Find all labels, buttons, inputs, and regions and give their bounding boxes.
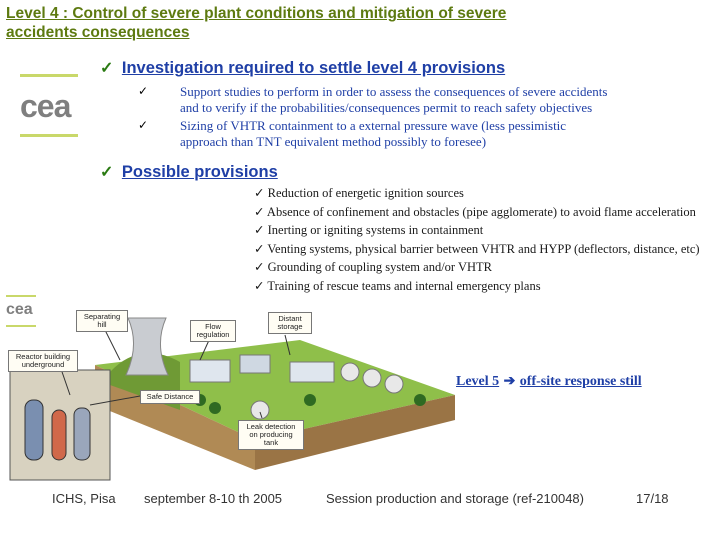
check-icon: ✓ <box>100 60 114 77</box>
section1-list <box>138 84 718 150</box>
check-icon: ✓ <box>254 241 265 256</box>
check-icon: ✓ <box>138 84 149 98</box>
check-icon: ✓ <box>254 204 265 219</box>
list-item <box>254 184 700 203</box>
arrow-right-icon: ➔ <box>503 374 516 389</box>
tree <box>304 394 316 406</box>
section2-heading-row <box>100 162 278 182</box>
reactor-vessel-2 <box>52 410 66 460</box>
check-icon: ✓ <box>138 118 149 132</box>
list-item <box>254 203 700 222</box>
callout-leak-detection: Leak detection on producing tank <box>238 420 304 450</box>
storage-tank <box>385 375 403 393</box>
storage-tank <box>341 363 359 381</box>
list-item <box>138 118 718 150</box>
level5-note <box>456 372 642 390</box>
storage-tank <box>251 401 269 419</box>
list-item <box>138 84 718 116</box>
logo-bar-top <box>6 295 36 297</box>
check-icon: ✓ <box>100 164 114 181</box>
list-item-text: Training of rescue teams and internal emergency plans <box>267 278 541 293</box>
section1-heading: Investigation required to settle level 4 provisions <box>121 59 506 77</box>
logo-bar-top <box>20 74 78 77</box>
section2-heading: Possible provisions <box>121 163 278 181</box>
level5-suffix: off-site response still <box>519 374 642 389</box>
slide-title-line2: accidents consequences <box>6 24 190 41</box>
footer-date: september 8-10 th 2005 <box>144 491 283 506</box>
list-item-text: Absence of confinement and obstacles (pipe agglomerate) to avoid flame acceleration <box>266 204 696 219</box>
cea-logo <box>18 74 80 140</box>
list-item <box>254 221 700 240</box>
slide-title-line1: Level 4 : Control of severe plant conditions and mitigation of severe <box>6 5 507 22</box>
list-item-text: Venting systems, physical barrier between VHTR and HYPP (deflectors, distance, etc) <box>267 241 700 256</box>
check-icon: ✓ <box>254 260 265 274</box>
check-icon: ✓ <box>254 186 265 200</box>
footer-page-number: 17/18 <box>636 491 669 506</box>
storage-tank <box>363 369 381 387</box>
plant-building <box>240 355 270 373</box>
reactor-vessel-3 <box>74 408 90 460</box>
plant-building <box>290 362 334 382</box>
callout-distant-storage: Distant storage <box>268 312 312 334</box>
check-icon: ✓ <box>254 278 265 293</box>
logo-text: cea <box>20 88 71 124</box>
level5-prefix: Level 5 <box>456 374 500 389</box>
footer-session: Session production and storage (ref-210048) <box>326 491 584 506</box>
list-item-text: Grounding of coupling system and/or VHTR <box>267 260 493 274</box>
list-item <box>254 258 700 277</box>
slide-title <box>6 4 666 42</box>
list-item-text: Sizing of VHTR containment to a external pressure wave (less pessimistic <box>180 118 567 133</box>
check-icon: ✓ <box>254 223 265 237</box>
list-item-text-cont: approach than TNT equivalent method possibly to foresee) <box>180 134 487 149</box>
callout-safe-distance: Safe Distance <box>140 390 200 404</box>
tree <box>414 394 426 406</box>
list-item <box>254 277 700 296</box>
callout-flow-regulation: Flow regulation <box>190 320 236 342</box>
tree <box>209 402 221 414</box>
callout-separating-hill: Separating hill <box>76 310 128 332</box>
logo-bar-bottom <box>20 134 78 137</box>
list-item-text-cont: and to verify if the probabilities/consequences permit to reach safety objectives <box>180 100 593 115</box>
list-item-text: Inerting or igniting systems in containment <box>267 223 484 237</box>
reactor-vessel <box>25 400 43 460</box>
list-item-text: Support studies to perform in order to assess the consequences of severe accidents <box>180 84 608 99</box>
list-item <box>254 240 700 259</box>
plant-building <box>190 360 230 382</box>
cooling-tower <box>126 318 168 375</box>
section1-heading-row <box>100 58 505 78</box>
logo-text-small: cea <box>6 301 33 318</box>
callout-reactor-building: Reactor building underground <box>8 350 78 372</box>
section2-list <box>254 184 700 295</box>
footer-location: ICHS, Pisa <box>52 491 116 506</box>
list-item-text: Reduction of energetic ignition sources <box>267 186 464 200</box>
callout-line <box>105 330 120 360</box>
